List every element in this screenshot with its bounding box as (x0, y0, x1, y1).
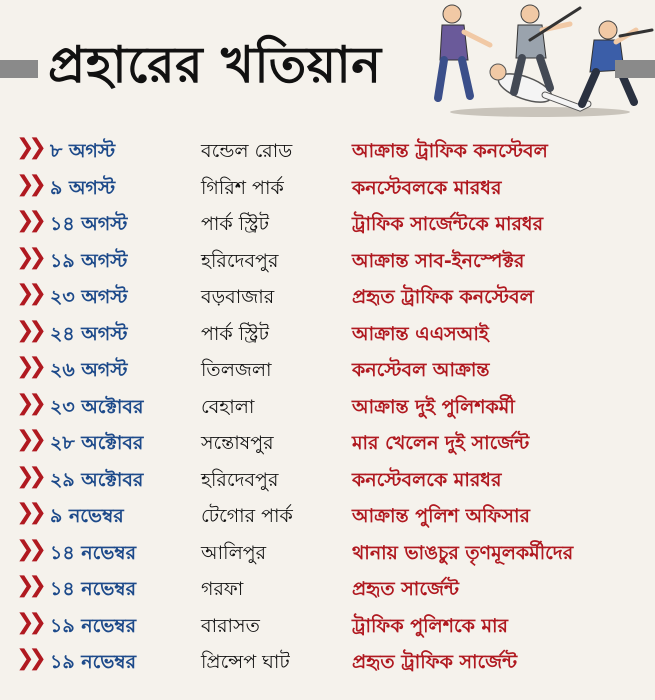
incident-place: তিলজলা (201, 359, 272, 381)
double-chevron-icon: ❯❯ (16, 244, 41, 270)
incident-place: টেগোর পার্ক (201, 505, 293, 527)
double-chevron-icon: ❯❯ (16, 646, 41, 671)
left-rule-bar (0, 60, 38, 78)
double-chevron-icon: ❯❯ (16, 281, 41, 306)
right-rule-bar (615, 60, 655, 78)
incident-event: আক্রান্ত এএসআই (352, 322, 489, 345)
incident-place: গরফা (201, 578, 244, 600)
incident-place: সন্তোষপুর (201, 432, 274, 454)
double-chevron-icon: ❯❯ (16, 609, 41, 635)
incident-event: প্রহৃত ট্রাফিক কনস্টেবল (352, 286, 534, 308)
incident-date: ১৪ নভেম্বর (50, 541, 137, 564)
incident-place: বারাসত (201, 614, 260, 637)
incident-date: ২৩ অক্টোবর (50, 395, 144, 418)
double-chevron-icon: ❯❯ (16, 171, 41, 197)
incident-event: আক্রান্ত দুই পুলিশকর্মী (352, 395, 515, 418)
incident-date: ২৯ অক্টোবর (50, 468, 144, 491)
incident-date: ১৯ নভেম্বর (50, 614, 137, 637)
incident-event: প্রহৃত ট্রাফিক সার্জেন্ট (352, 651, 518, 673)
incident-event: প্রহৃত সার্জেন্ট (352, 578, 459, 600)
list-item (0, 313, 655, 350)
incident-event: আক্রান্ত সাব-ইনস্পেক্টর (352, 249, 525, 272)
list-item (0, 386, 655, 423)
list-item (0, 130, 655, 167)
incident-place: বেহালা (201, 395, 255, 418)
list-item (0, 349, 655, 386)
incident-place: বন্ডেল রোড (201, 140, 293, 162)
incident-place: হরিদেবপুর (201, 249, 279, 272)
incident-place: আলিপুর (201, 541, 267, 564)
incident-place: গিরিশ পার্ক (201, 176, 284, 199)
list-item (0, 203, 655, 240)
incident-event: আক্রান্ত ট্রাফিক কনস্টেবল (352, 140, 548, 162)
incident-place: বড়বাজার (201, 286, 275, 308)
double-chevron-icon: ❯❯ (16, 390, 41, 416)
incident-date: ২৪ অগস্ট (50, 322, 128, 345)
incident-date: ২৮ অক্টোবর (50, 432, 144, 454)
incident-place: পার্ক স্ট্রিট (201, 213, 269, 235)
incident-date: ৯ অগস্ট (50, 176, 116, 199)
incident-place: হরিদেবপুর (201, 468, 279, 491)
incident-date: ১৯ নভেম্বর (50, 651, 137, 673)
incident-event: কনস্টেবল আক্রান্ত (352, 359, 490, 381)
incident-date: ৮ অগস্ট (50, 140, 116, 162)
list-item (0, 532, 655, 569)
incident-event: আক্রান্ত পুলিশ অফিসার (352, 505, 530, 527)
list-item (0, 605, 655, 642)
incident-event: মার খেলেন দুই সার্জেন্ট (352, 432, 530, 454)
double-chevron-icon: ❯❯ (16, 573, 41, 598)
double-chevron-icon: ❯❯ (16, 135, 41, 160)
double-chevron-icon: ❯❯ (16, 317, 41, 343)
incident-date: ১৯ অগস্ট (50, 249, 128, 272)
incident-place: প্রিন্সেপ ঘাট (201, 651, 290, 673)
incident-event: কনস্টেবলকে মারধর (352, 176, 502, 199)
list-item (0, 276, 655, 313)
double-chevron-icon: ❯❯ (16, 354, 41, 379)
list-item (0, 167, 655, 204)
incident-event: ট্রাফিক সার্জেন্টকে মারধর (352, 213, 544, 235)
incident-date: ১৪ অগস্ট (50, 213, 128, 235)
double-chevron-icon: ❯❯ (16, 463, 41, 489)
incident-date: ১৪ নভেম্বর (50, 578, 137, 600)
double-chevron-icon: ❯❯ (16, 427, 41, 452)
page-title: প্রহারের খতিয়ান (48, 36, 382, 94)
incident-place: পার্ক স্ট্রিট (201, 322, 269, 345)
list-item (0, 495, 655, 532)
list-item (0, 641, 655, 678)
list-item (0, 459, 655, 496)
list-item (0, 422, 655, 459)
incident-date: ২৩ অগস্ট (50, 286, 128, 308)
double-chevron-icon: ❯❯ (16, 536, 41, 562)
double-chevron-icon: ❯❯ (16, 208, 41, 233)
incident-event: থানায় ভাঙচুর তৃণমূলকর্মীদের (352, 541, 574, 564)
incident-date: ৯ নভেম্বর (50, 505, 124, 527)
list-item (0, 568, 655, 605)
incident-event: কনস্টেবলকে মারধর (352, 468, 502, 491)
list-item (0, 240, 655, 277)
incident-event: ট্রাফিক পুলিশকে মার (352, 614, 509, 637)
header (0, 0, 655, 120)
incident-date: ২৬ অগস্ট (50, 359, 128, 381)
double-chevron-icon: ❯❯ (16, 500, 41, 525)
